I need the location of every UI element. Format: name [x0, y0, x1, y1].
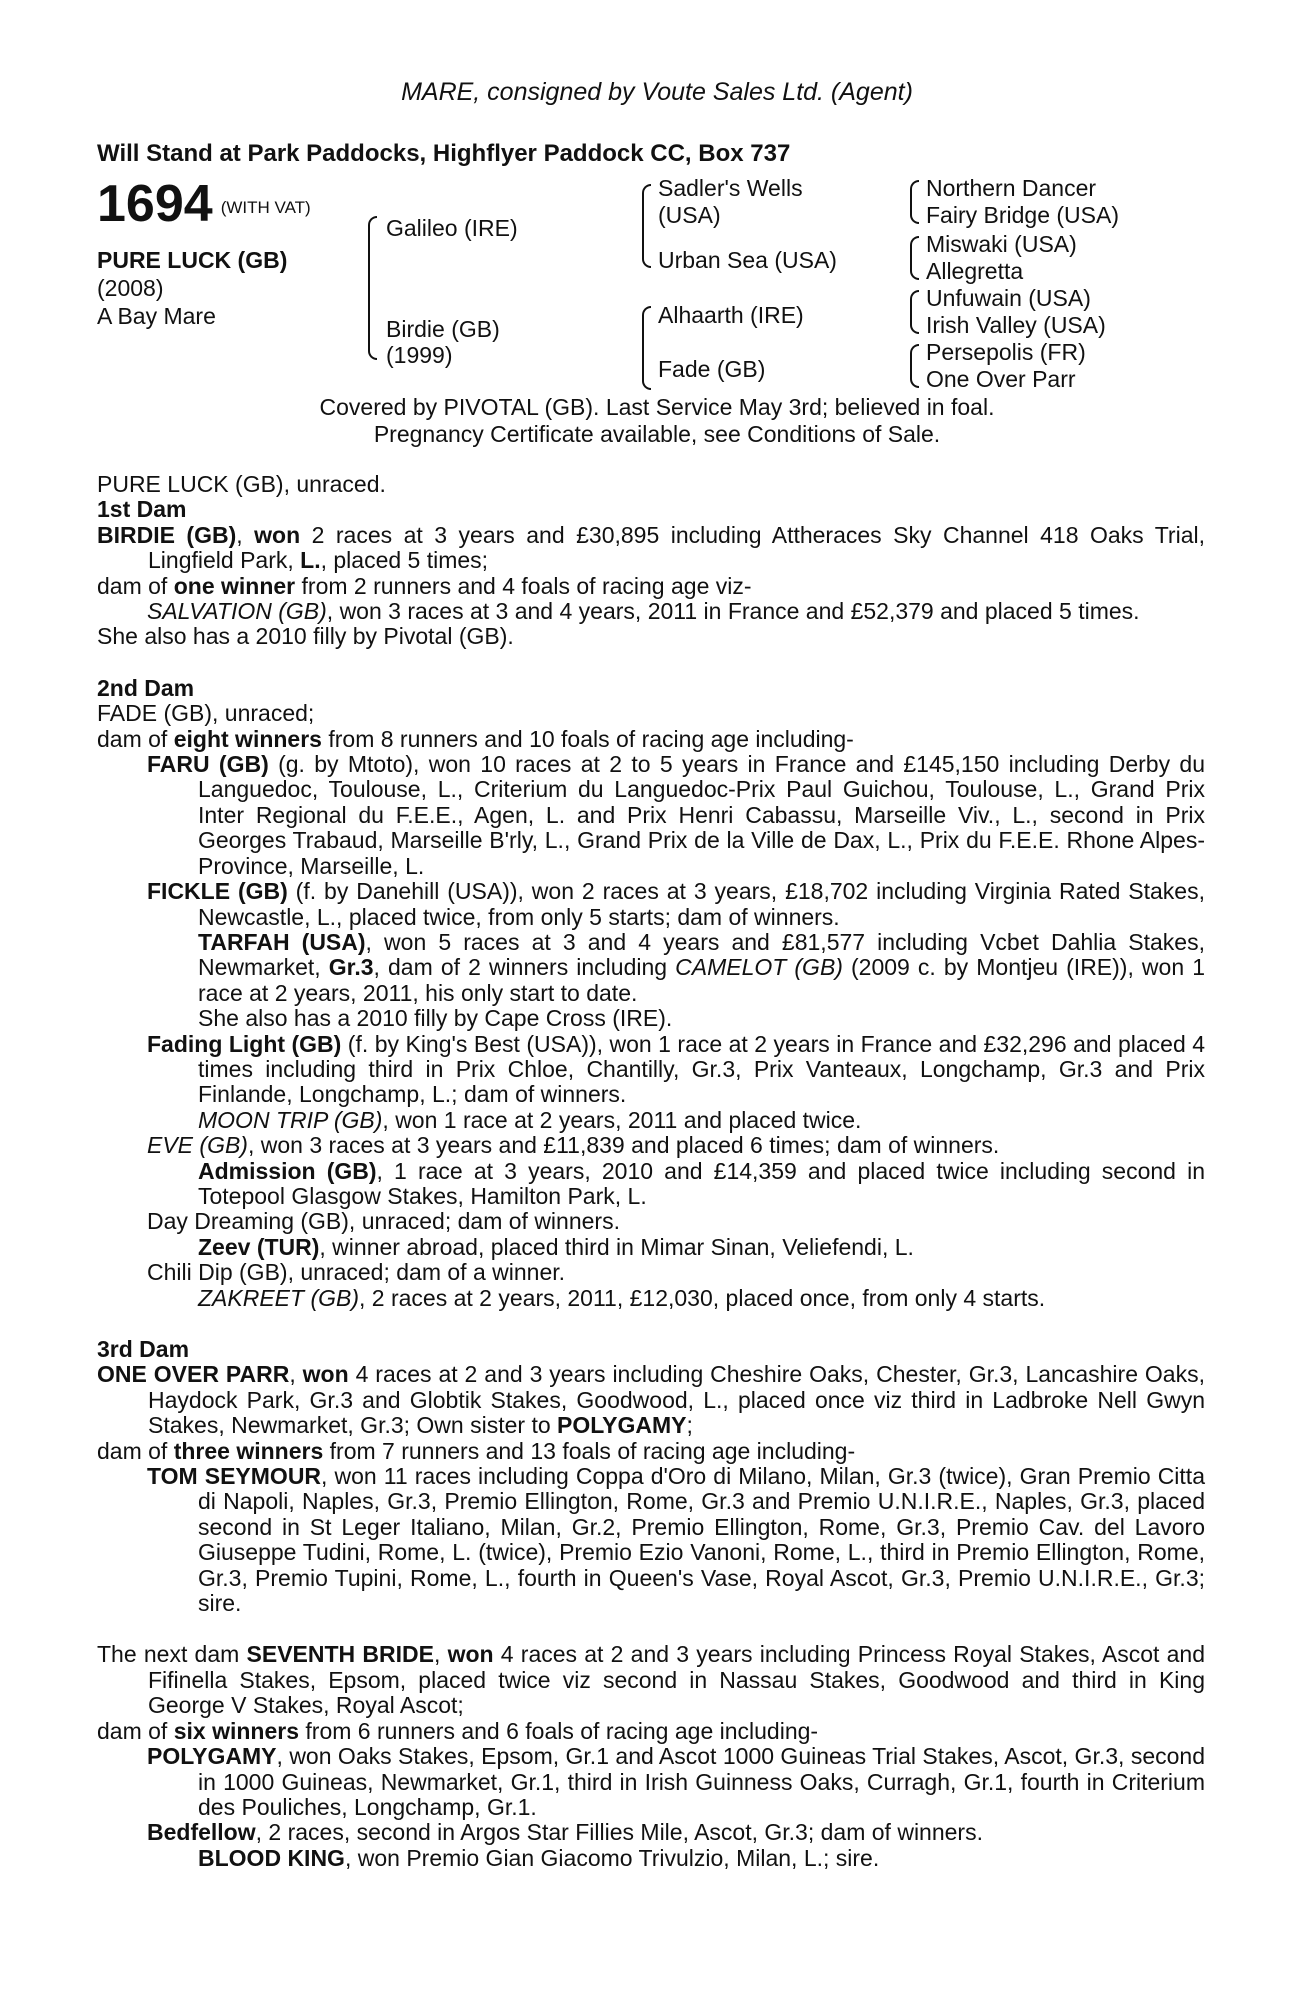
- third-dam-produce: dam of three winners from 7 runners and 13 foals of racing age including-: [97, 1437, 856, 1464]
- produce-zakreet: ZAKREET (GB), 2 races at 2 years, 2011, £12,030, placed once, from only 4 starts.: [198, 1284, 1046, 1311]
- first-dam-also: She also has a 2010 filly by Pivotal (GB).: [97, 623, 514, 650]
- produce-eve: EVE (GB), won 3 races at 3 years and £11,839 and placed 6 times; dam of winners.: [147, 1132, 1000, 1159]
- pedigree-ssd: Fairy Bridge (USA): [926, 202, 1119, 228]
- first-dam-name: BIRDIE (GB): [97, 521, 237, 548]
- pedigree-brace-sd: [910, 236, 919, 280]
- pedigree-sire-sire: Sadler's Wells: [658, 175, 803, 201]
- pedigree-sire-sire-country: (USA): [658, 202, 721, 228]
- pedigree-brace-ss: [910, 180, 919, 224]
- first-dam-heading: 1st Dam: [97, 496, 187, 523]
- next-dam-record: The next dam SEVENTH BRIDE, won 4 races at 2 and 3 years including Princess Royal Stakes, Ascot and Fifinella Stakes, Epsom, placed twice viz second in Nassau Stakes, Goodwood and third in King George V Stakes, Royal Ascot;: [97, 1641, 1205, 1719]
- spacer: [97, 1311, 1205, 1337]
- spacer: [97, 1616, 1205, 1642]
- covering-note: [0, 394, 1314, 448]
- second-dam-heading: 2nd Dam: [97, 674, 195, 701]
- next-dam-produce: dam of six winners from 6 runners and 6 foals of racing age including-: [97, 1717, 819, 1744]
- pedigree-brace-dd: [910, 344, 919, 388]
- first-dam-record: BIRDIE (GB), won 2 races at 3 years and £30,895 including Attheraces Sky Channel 418 Oaks Trial, Lingfield Park, L., placed 5 times;: [97, 521, 1205, 574]
- covered-line: Covered by PIVOTAL (GB). Last Service May 3rd; believed in foal.: [319, 394, 995, 420]
- pedigree-sdd: Allegretta: [926, 258, 1024, 284]
- pedigree-sss: Northern Dancer: [926, 175, 1097, 201]
- pedigree-ddd: One Over Parr: [926, 366, 1076, 392]
- certificate-line: Pregnancy Certificate available, see Conditions of Sale.: [373, 421, 941, 447]
- third-dam-heading: 3rd Dam: [97, 1336, 190, 1362]
- produce-fading-light: Fading Light (GB) (f. by King's Best (USA)), won 1 race at 2 years in France and £32,296 and placed 4 times including third in Prix Chloe, Chantilly, Gr.3, Prix Vanteaux, Longchamp, Gr.3 and Prix Finlande, Longchamp, L.; dam of winners.: [147, 1030, 1205, 1108]
- horse-description: A Bay Mare: [97, 303, 216, 329]
- lot-number: 1694: [97, 175, 213, 233]
- produce-polygamy: POLYGAMY, won Oaks Stakes, Epsom, Gr.1 and Ascot 1000 Guineas Trial Stakes, Ascot, Gr.3, second in 1000 Guineas, Newmarket, Gr.1, third in Irish Guinness Oaks, Curragh, Gr.1, fourth in Criterium des Pouliches, Longchamp, Gr.1.: [147, 1743, 1205, 1820]
- tarfah-also: She also has a 2010 filly by Cape Cross (IRE).: [198, 1005, 673, 1032]
- pedigree-dss: Unfuwain (USA): [926, 285, 1091, 311]
- consignor-header: MARE, consigned by Voute Sales Ltd. (Agent): [401, 78, 913, 106]
- second-dam-produce: dam of eight winners from 8 runners and 10 foals of racing age including-: [97, 725, 854, 752]
- pedigree-dam-sire: Alhaarth (IRE): [658, 302, 804, 328]
- pedigree-dds: Persepolis (FR): [926, 339, 1086, 365]
- produce-admission: Admission (GB), 1 race at 3 years, 2010 and £14,359 and placed twice including second in Totepool Glasgow Stakes, Hamilton Park, L.: [198, 1157, 1206, 1209]
- produce-fickle: FICKLE (GB) (f. by Danehill (USA)), won 2 races at 3 years, £18,702 including Virginia Rated Stakes, Newcastle, L., placed twice, from only 5 starts; dam of winners.: [147, 878, 1205, 930]
- horse-info: [97, 246, 287, 330]
- pedigree-sire-dam: Urban Sea (USA): [658, 247, 837, 273]
- pedigree-brace-ds: [910, 290, 919, 334]
- pedigree-dam-year: (1999): [386, 342, 453, 368]
- horse-year: (2008): [97, 275, 164, 301]
- produce-day-dreaming: Day Dreaming (GB), unraced; dam of winners.: [147, 1208, 620, 1235]
- produce-tarfah: TARFAH (USA), won 5 races at 3 and 4 years and £81,577 including Vcbet Dahlia Stakes, Newmarket, Gr.3, dam of 2 winners including CAMELOT (GB) (2009 c. by Montjeu (IRE)), won 1 race at 2 years, 2011, his only start to date.: [198, 928, 1205, 1006]
- intro-line: PURE LUCK (GB), unraced.: [97, 471, 386, 497]
- pedigree-sire: Galileo (IRE): [386, 215, 518, 241]
- produce-faru: FARU (GB) (g. by Mtoto), won 10 races at 2 to 5 years in France and £145,150 including Derby du Languedoc, Toulouse, L., Criterium du Languedoc-Prix Paul Guichou, Toulouse, L., Grand Prix Inter Regional du F.E.E., Agen, L. and Prix Henri Cabassu, Marseille Viv., L., second in Prix Georges Trabaud, Marseille B'rly, L., Grand Prix de la Ville de Dax, L., Prix du F.E.E. Rhone Alpes-Province, Marseille, L.: [147, 751, 1205, 879]
- vat-note: (WITH VAT): [220, 198, 311, 217]
- produce-record: [97, 472, 1205, 1871]
- produce-tom-seymour: TOM SEYMOUR, won 11 races including Coppa d'Oro di Milano, Milan, Gr.3 (twice), Gran Premio Citta di Napoli, Naples, Gr.3, Premio Ellington, Rome, Gr.3 and Premio U.N.I.R.E., Naples, Gr.3, placed second in St Leger Italiano, Milan, Gr.2, Premio Ellington, Rome, Gr.3, Premio Cav. del Lavoro Giuseppe Tudini, Rome, L. (twice), Premio Ezio Vanoni, Rome, L., third in Premio Ellington, Rome, Gr.3, Premio Tupini, Rome, L., fourth in Queen's Vase, Royal Ascot, Gr.3, Premio U.N.I.R.E., Gr.3; sire.: [147, 1463, 1205, 1617]
- spacer: [97, 650, 1205, 676]
- stand-location: Will Stand at Park Paddocks, Highflyer Paddock CC, Box 737: [97, 140, 791, 167]
- produce-moon-trip: MOON TRIP (GB), won 1 race at 2 years, 2011 and placed twice.: [198, 1106, 862, 1133]
- produce-zeev: Zeev (TUR), winner abroad, placed third in Mimar Sinan, Veliefendi, L.: [198, 1233, 914, 1260]
- produce-blood-king: BLOOD KING, won Premio Gian Giacomo Trivulzio, Milan, L.; sire.: [198, 1844, 880, 1871]
- lot-number-block: [97, 175, 311, 233]
- pedigree-brace-dam: [642, 306, 651, 390]
- produce-chili-dip: Chili Dip (GB), unraced; dam of a winner.: [147, 1259, 566, 1286]
- second-dam-line: FADE (GB), unraced;: [97, 700, 315, 727]
- horse-name: PURE LUCK (GB): [97, 247, 288, 273]
- pedigree-dam: Birdie (GB): [386, 316, 500, 342]
- pedigree-sds: Miswaki (USA): [926, 231, 1077, 257]
- third-dam-record: ONE OVER PARR, won 4 races at 2 and 3 years including Cheshire Oaks, Chester, Gr.3, Lancashire Oaks, Haydock Park, Gr.3 and Globtik Stakes, Goodwood, L., placed once viz third in Ladbroke Nell Gwyn Stakes, Newmarket, Gr.3; Own sister to POLYGAMY;: [97, 1361, 1205, 1439]
- pedigree-dam-dam: Fade (GB): [658, 356, 766, 382]
- pedigree-brace-sire: [642, 184, 651, 268]
- first-dam-produce: dam of one winner from 2 runners and 4 foals of racing age viz-: [97, 572, 752, 599]
- produce-bedfellow: Bedfellow, 2 races, second in Argos Star Fillies Mile, Ascot, Gr.3; dam of winners.: [147, 1819, 983, 1846]
- pedigree-dsd: Irish Valley (USA): [926, 312, 1106, 338]
- pedigree-brace-main: [368, 216, 377, 360]
- produce-salvation: SALVATION (GB), won 3 races at 3 and 4 years, 2011 in France and £52,379 and placed 5 times.: [147, 598, 1140, 625]
